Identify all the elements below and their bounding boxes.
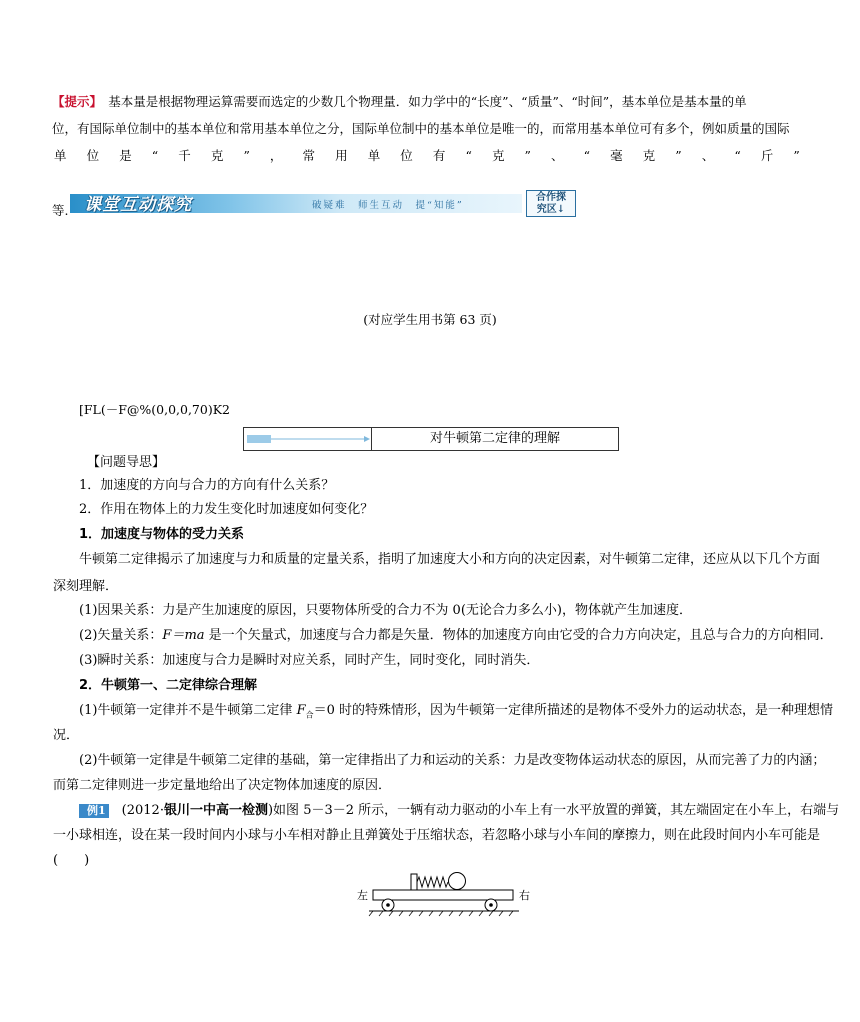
section-title-box bbox=[243, 427, 619, 451]
figure-left-label: 左 bbox=[357, 889, 368, 902]
hint-line-3-char: 千 bbox=[178, 148, 191, 163]
hint-line-3-char: 克 bbox=[210, 148, 224, 163]
banner-subtitle: 破疑难 师生互动 提“知能” bbox=[312, 200, 464, 211]
part2-item1: (1)牛顿第一定律并不是牛顿第二定律 $F_合=0$ 时的特殊情形，因为牛顿第一定律所描述的是物体不受外力的运动状态，是一种理想情 bbox=[79, 703, 833, 720]
example-line2: 一小球相连，设在某一段时间内小球与小车相对静止且弹簧处于压缩状态，若忽略小球与小车间的摩擦力，则在此段时间内小车可能是 bbox=[53, 828, 821, 843]
hint-line-2: 位，有国际单位制中的基本单位和常用基本单位之分，国际单位制中的基本单位是唯一的，而常用基本单位可有多个，例如质量的国际 bbox=[52, 121, 790, 136]
part1-intro-line2: 深刻理解． bbox=[53, 579, 119, 594]
part2-heading: 2．牛顿第一、二定律综合理解 bbox=[79, 678, 258, 693]
hint-line-3-char: 、 bbox=[701, 148, 715, 163]
part1-item2: (2)矢量关系：F＝ma 是一个矢量式，加速度与合力都是矢量．物体的加速度方向由它受的合力方向决定，且总与合力的方向相同． bbox=[79, 628, 833, 643]
hint-line-3-char: 、 bbox=[551, 148, 564, 163]
cart-spring-ball-diagram bbox=[355, 868, 535, 920]
banner-title: 课堂互动探究 bbox=[84, 195, 192, 215]
hint-line-3-char: “ bbox=[583, 148, 590, 163]
hint-line-3-char: 单 bbox=[54, 148, 67, 163]
hint-line-4: 等. bbox=[52, 203, 69, 218]
example-options-blank: ( ) bbox=[53, 853, 90, 868]
hint-line-3-char: 是 bbox=[119, 148, 132, 163]
hint-line-3-char: ， bbox=[269, 148, 283, 163]
hint-line-3-char: ” bbox=[675, 148, 682, 163]
hint-line-3-char: 毫 bbox=[610, 148, 623, 163]
part2-item2-line1: (2)牛顿第一定律是牛顿第二定律的基础，第一定律指出了力和运动的关系：力是改变物体运动状态的原因，从而完善了力的内涵； bbox=[79, 753, 826, 768]
guide-question-2: 2．作用在物体上的力发生变化时加速度如何变化？ bbox=[79, 502, 374, 517]
part1-item3: (3)瞬时关系：加速度与合力是瞬时对应关系，同时产生，同时变化，同时消失． bbox=[79, 653, 540, 668]
hint-line-3-char: ” bbox=[793, 148, 800, 163]
part2-item1-line2: 况． bbox=[53, 728, 80, 743]
section-arrow-cell bbox=[244, 428, 372, 450]
hint-line-3-char: 斤 bbox=[760, 148, 774, 163]
section-title: 对牛顿第二定律的理解 bbox=[429, 431, 560, 446]
hint-line-3-char: 单 bbox=[367, 148, 381, 163]
part1-heading: 1．加速度与物体的受力关系 bbox=[79, 527, 245, 542]
hint-line-3-char: 克 bbox=[491, 148, 505, 163]
hint-line-3-char: ” bbox=[243, 148, 250, 163]
cart-figure bbox=[355, 868, 535, 920]
hint-line-3-char: 克 bbox=[642, 148, 656, 163]
hint-line-3-char: 用 bbox=[335, 148, 348, 163]
hint-line-3-char: “ bbox=[734, 148, 741, 163]
hint-line-3-char: “ bbox=[151, 148, 159, 163]
hint-line-3-char: 位 bbox=[400, 148, 413, 163]
hint-line-3-char: ” bbox=[524, 148, 531, 163]
part2-item2-line2: 而第二定律则进一步定量地给出了决定物体加速度的原因． bbox=[53, 778, 392, 793]
hint-line-3-char: 常 bbox=[302, 148, 316, 163]
figure-right-label: 右 bbox=[519, 889, 530, 902]
page-reference: (对应学生用书第 63 页) bbox=[363, 312, 497, 327]
formula: F＝ma bbox=[162, 628, 205, 643]
guide-question-1: 1．加速度的方向与合力的方向有什么关系？ bbox=[79, 478, 335, 493]
guide-heading: 【问题导思】 bbox=[87, 455, 166, 470]
arrow-icon bbox=[244, 428, 371, 450]
part1-item1: (1)因果关系：力是产生加速度的原因，只要物体所受的合力不为 0(无论合力多么小)，物体就产生加速度． bbox=[79, 603, 692, 618]
hint-line-1: 【提示】 基本量是根据物理运算需要而选定的少数几个物理量．如力学中的“长度”、“质量”、“时间”，基本单位是基本量的单 bbox=[52, 94, 747, 109]
part1-intro-line1: 牛顿第二定律揭示了加速度与力和质量的定量关系，指明了加速度大小和方向的决定因素，对牛顿第二定律，还应从以下几个方面 bbox=[79, 552, 821, 567]
example-badge: 例1 bbox=[79, 804, 109, 818]
example-line1: 例1 (2012·银川一中高一检测)如图 5－3－2 所示，一辆有动力驱动的小车上有一水平放置的弹簧，其左端固定在小车上，右端与 bbox=[79, 798, 839, 824]
banner-cooperation-box: 合作探 究区↓ bbox=[526, 190, 576, 217]
hint-line-3-char: “ bbox=[465, 148, 472, 163]
hint-line-3-char: 位 bbox=[86, 148, 100, 163]
hint-tag: 【提示】 bbox=[52, 94, 96, 109]
hint-line-3 bbox=[54, 143, 800, 169]
typeset-code: [FL(－F@%(0,0,0,70)K2 bbox=[79, 402, 231, 417]
section-banner bbox=[70, 190, 578, 217]
hint-line-3-char: 有 bbox=[432, 148, 446, 163]
